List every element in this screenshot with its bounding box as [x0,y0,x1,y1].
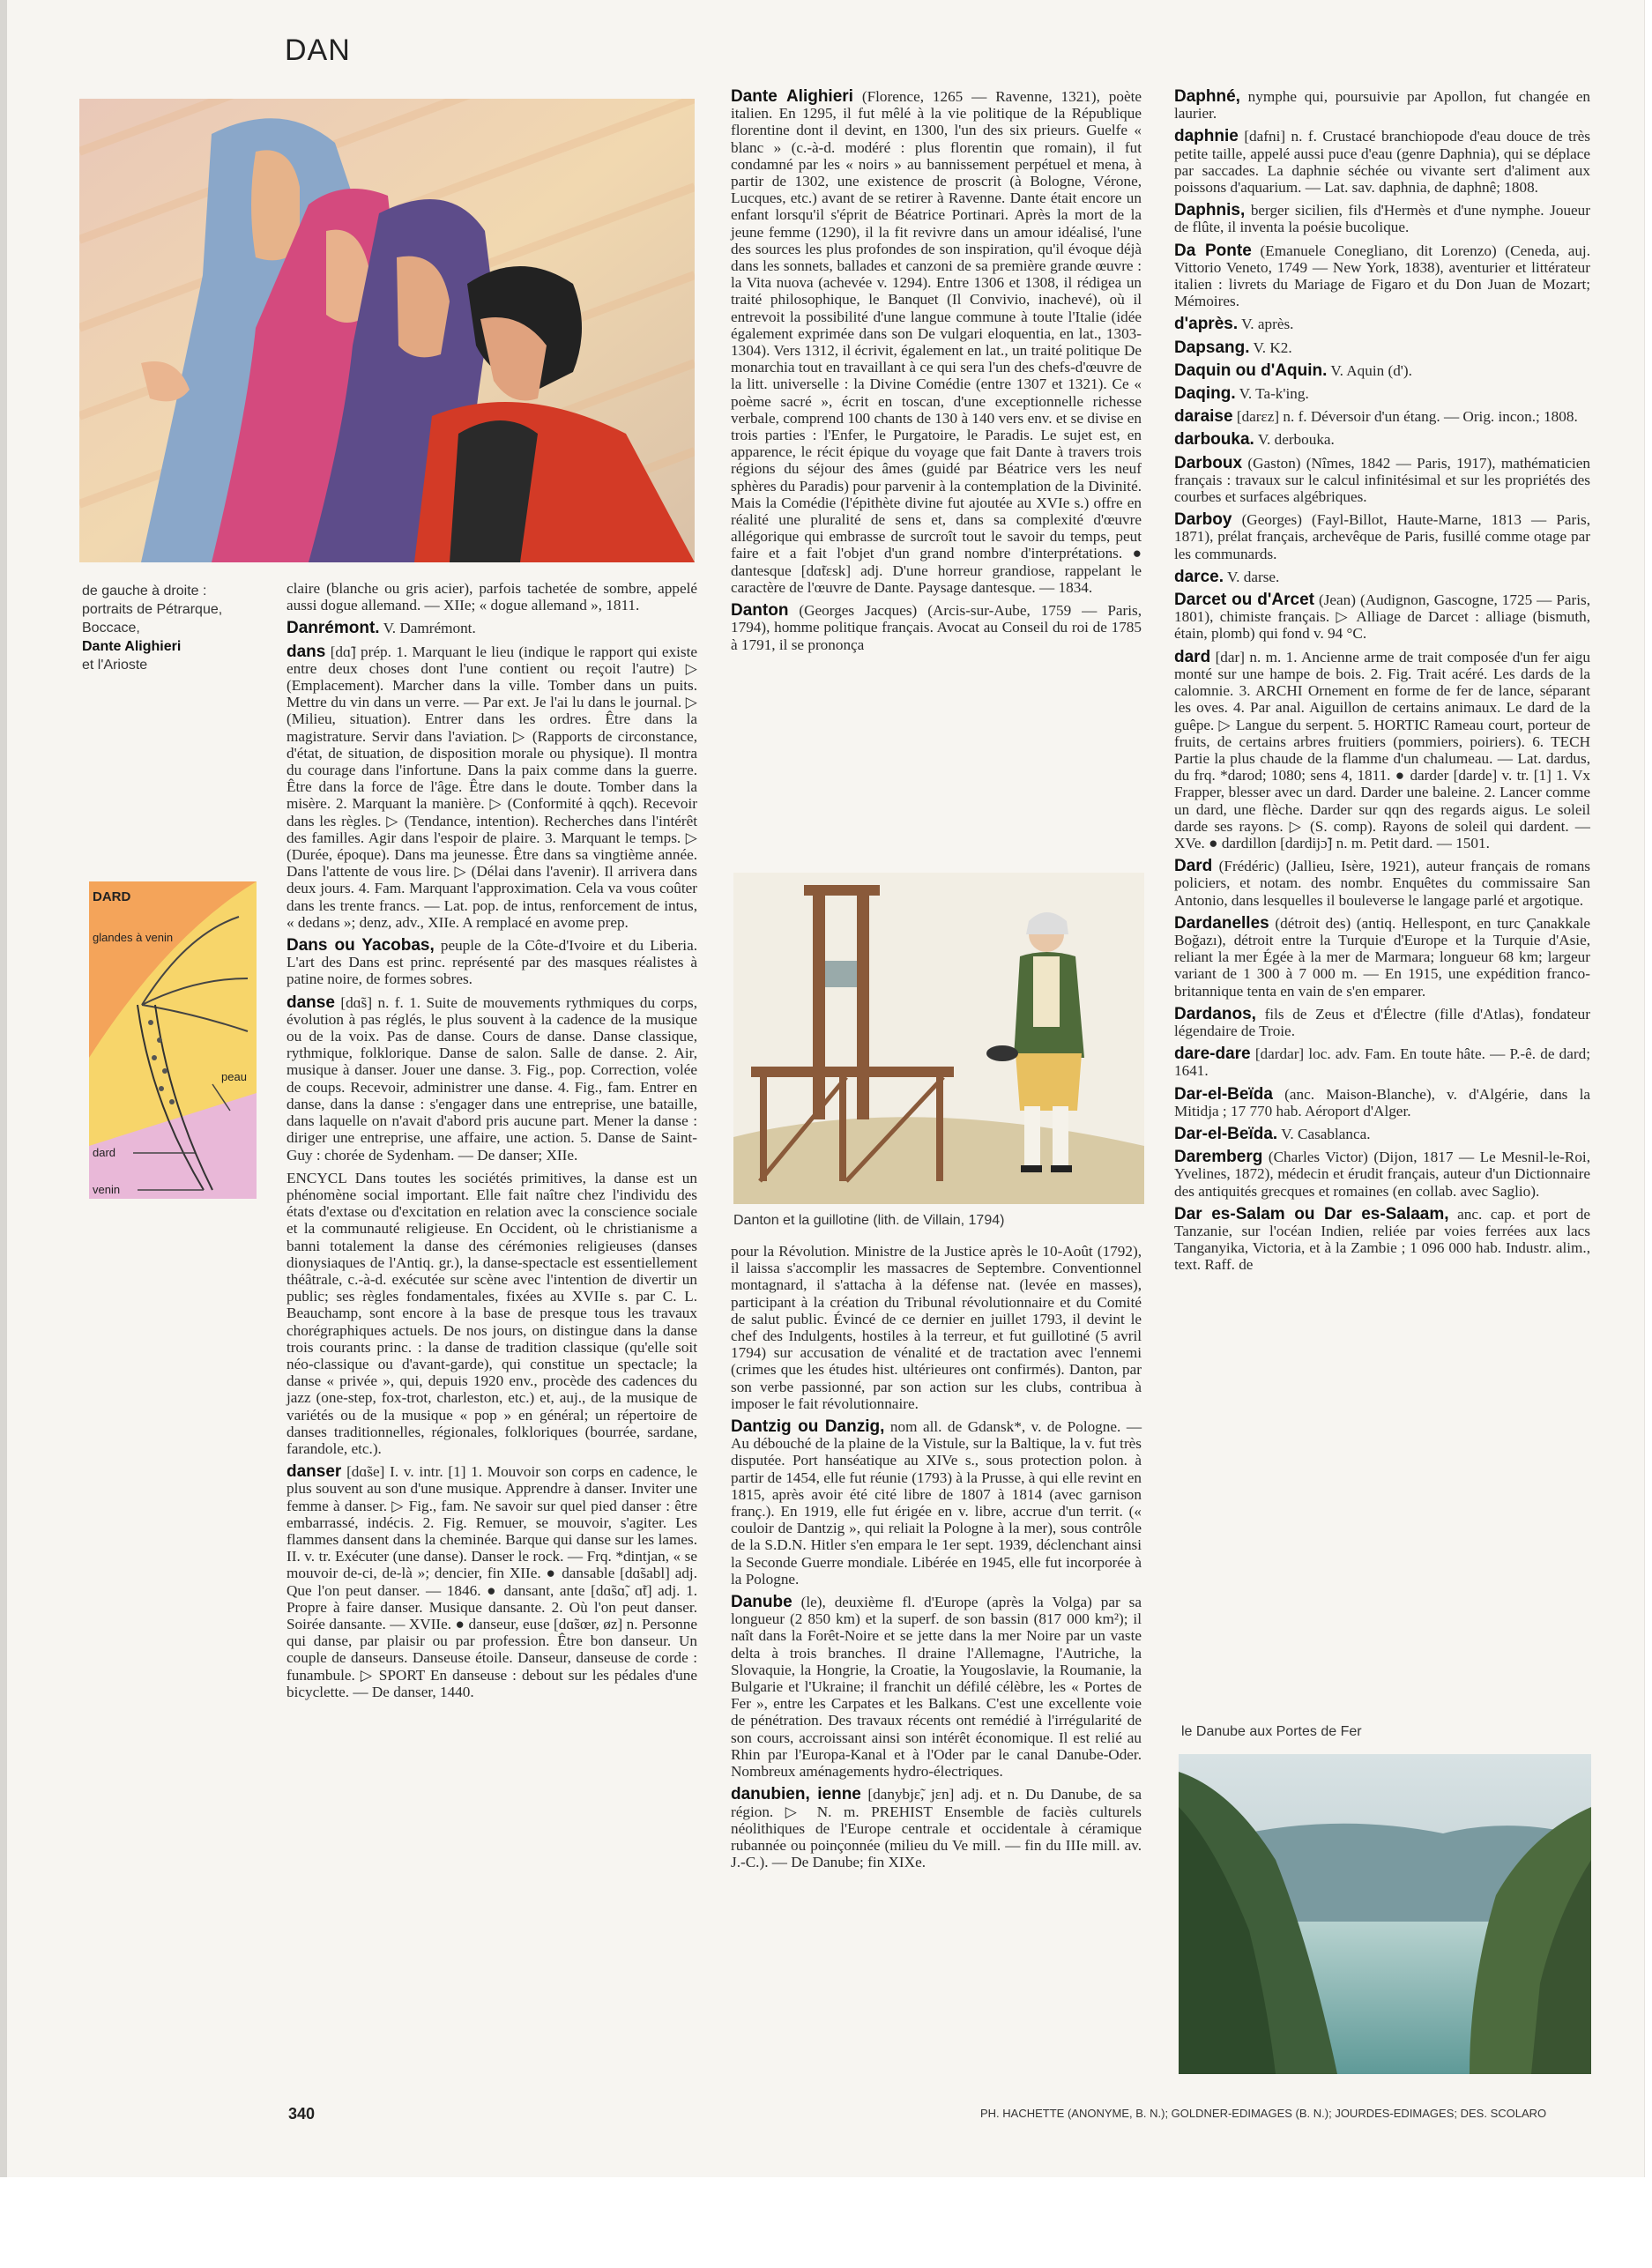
entry [1174,339,1590,356]
dante-caption [82,582,267,674]
entry-text: peuple de la Côte-d'Ivoire et du Liberia. L'art des Dans est princ. représenté par des masques réalistes à patine noire, de formes sobres. [286,937,698,988]
entry-text: V. K2. [1253,338,1292,356]
entry-text: (le), deuxième fl. d'Europe (après la Volga) par sa longueur (2 850 km) et la superf. de son bassin (817 000 km²); il naît dans la Forêt-Noire et se jette dans la mer Noire par un vaste delta à trois branches. Il draine l'Allemagne, l'Autriche, la Slovaquie, la Hongrie, la Croatie, la Yougoslavie, la Roumanie, la Bulgarie et l'Ukraine; il franchit un défilé célèbre, les « Portes de Fer », entre les Carpates et les Balkans. C'est une excellente voie de pénétration. Des travaux récents ont remédié à l'irrégularité de son cours, accroissant ainsi son intérêt économique. Il est relié au Rhin par l'Europa-Kanal et à l'Oder par le canal Danube-Oder. Nombreux aménagements hydro-électriques. [731,1594,1142,1781]
entry [1174,649,1590,851]
column-1 [286,88,697,1707]
entry-text: V. derbouka. [1257,431,1335,449]
entry-text: [dafni] n. f. Crustacé branchiopode d'eau douce de très petite taille, appelé aussi puce d'eau (genre Daphnia), qui se déplace par saccades. La daphnie séchée ou vivante sert d'aliment aux poissons d'aquarium. — Lat. sav. daphnia, de daphnê; 1808. [1174,128,1590,197]
entry-text: [dɑ̃s] n. f. 1. Suite de mouvements rythmiques du corps, évolution à pas réglés, le plus souvent à la cadence de la musique ou de la voix. Pas de danse. Cours de danse. Danse classique, rythmique, folklorique. Danse de salon. Salle de danse. 2. Air, musique à danser. Jouer une danse. 3. Fig., pop. Correction, volée de coups. Recevoir, administrer une danse. 4. Fig., fam. Entrer en danse, dans la danse : s'engager dans une entreprise, une bataille, dans laquelle on n'avait d'abord pris aucune part. Mener la danse : diriger une entreprise, une affaire, une action. 5. Danse de Saint-Guy : chorée de Sydenham. — De danser; XIIe. [286,993,697,1164]
caption-line: Dante Alighieri [82,639,182,654]
entry-text: V. après. [1241,316,1294,333]
entry-text: ENCYCL Dans toutes les sociétés primitives, la danse est un phénomène social important. Elle fait naître chez l'individu des états d'extase ou d'excitation en relation avec la conscience sociale et la communauté religieuse. En Occident, où le christianisme a banni totalement la danse des cérémonies religieuses (danses dionysiaques de l'Antiq. gr.), la danse-spectacle est essentiellement théâtrale, c.-à-d. exécutée sur scène avec l'intention de divertir un public; ses règles fondamentales, fixées au XVIIe s. par C. L. Beauchamp, sont encore à la base de presque tous les travaux chorégraphiques actuels. De nos jours, on distingue dans la danse trois courants princ. : la danse de tradition classique (qu'elle soit néo-classique ou d'avant-garde), qui constitue un spectacle; la danse « privée », qui, depuis 1920 env., procède des cadences du jazz (one-step, fox-trot, charleston, etc.) et, auj., de la musique de variétés ou de la musique « pop » en général; un répertoire de danses traditionnelles, régionales, folkloriques (bourrée, sardane, farandole, etc.). [286,1169,697,1457]
entry-text: claire (blanche ou gris acier), parfois tachetée de sombre, appelé aussi dogue allemand. — XIIe; « dogue allemand », 1811. [286,580,697,614]
entry [1174,1006,1590,1039]
entry [1174,1045,1590,1079]
entry [731,88,1142,596]
entry [1174,591,1590,643]
entry-text: nom all. de Gdansk*, v. de Pologne. — Au débouché de la plaine de la Vistule, sur la Baltique, la v. fut très disputée. Port hanséatique au XIVe s., sous protection polon. à partir de 1454, elle fut réunie (1793) à la Prusse, à qui elle revint en 1815, après avoir été cité libre de 1807 à 1814 (avec garnison franç.). En 1919, elle fut érigée en v. libre, accrue d'un territ. (« couloir de Dantzig », qui reliait la Pologne à la mer), sous contrôle de la S.D.N. Hitler s'en empara le 1er sept. 1939, déclenchant ainsi la Seconde Guerre mondiale. Libérée en 1945, elle fut incorporée à la Pologne. [731,1418,1142,1588]
entry-text: V. Casablanca. [1281,1125,1371,1142]
page-number: 340 [288,2105,316,2123]
entry-headword: Darcet ou d'Arcet [1174,591,1314,610]
entry-headword: Darboy [1174,510,1232,530]
entry-text: (Emanuele Conegliano, dit Lorenzo) (Ceneda, auj. Vittorio Veneto, 1749 — New York, 1838), aventurier et littérateur italien : livrets du Mariage de Figaro et du Don Juan de Mozart; Mémoires. [1174,242,1590,310]
entry [1174,362,1590,379]
entry [1174,1206,1590,1274]
entry-text: (Georges Jacques) (Arcis-sur-Aube, 1759 — Paris, 1794), homme politique français. Avocat au Conseil du roi de 1785 à 1791, il se prononça [731,602,1142,653]
entry-headword: Dantzig ou Danzig, [731,1417,885,1437]
entry-text: (anc. Maison-Blanche), v. d'Algérie, dans la Mitidja ; 17 770 hab. Aéroport d'Alger. [1174,1085,1590,1119]
entry-headword: Darboux [1174,453,1243,472]
dard-label-glands: glandes à venin [93,931,174,944]
caption-line: portraits de Pétrarque, [82,602,223,617]
entry-headword: darbouka. [1174,430,1254,450]
dard-diagram [89,881,257,1199]
entry-headword: dare-dare [1174,1045,1251,1064]
entry [1174,1126,1590,1142]
entry-headword: darce. [1174,567,1224,586]
running-head: DAN [285,33,351,67]
entry-headword: dard [1174,647,1211,666]
entry [286,937,697,988]
entry-text: [danybjɛ̃, jɛn] adj. et n. Du Danube, de sa région. ▷ N. m. PREHIST Ensemble de faciès culturels néolithiques de l'Europe centrale et occidentale à céramique rubannée ou poinçonnée (milieu du Ve mill. — fin du IIIe mill. av. J.-C.). — De Danube; fin XIXe. [731,1786,1142,1871]
entry-text: V. Aquin (d'). [1330,361,1412,379]
danube-photo [1179,1754,1591,2074]
dard-label-dard: dard [93,1146,116,1159]
column-2-top [731,88,1142,659]
entry [1174,915,1590,1000]
entry-headword: Dans ou Yacobas, [286,936,435,956]
caption-line: et l'Arioste [82,658,148,673]
entry [286,580,697,613]
entry-headword: Danton [731,601,789,621]
scan-margin [1645,0,1652,2268]
entry-headword: Dapsang. [1174,338,1250,357]
entry [731,1786,1142,1870]
entry [1174,128,1590,196]
entry-text: fils de Zeus et d'Électre (fille d'Atlas), fondateur légendaire de Troie. [1174,1005,1590,1039]
entry [1174,569,1590,585]
entry-text: anc. cap. et port de Tanzanie, sur l'océan Indien, reliée par voies ferrées aux lacs Tanganyika, Victoria, et à la Zambie ; 1 096 000 hab. Industr. alim., text. Raff. de [1174,1205,1591,1274]
entry-text: (Frédéric) (Jallieu, Isère, 1921), auteur français de romans policiers, et notam. des nombr. Enquêtes du commissaire San Antonio, dans lesquelles il bouleverse le langage parlé et argotique. [1174,858,1590,909]
entry [1174,858,1590,909]
entry-headword: Da Ponte [1174,241,1252,260]
entry-headword: Daremberg [1174,1148,1263,1167]
entry [286,1463,697,1700]
entry [286,643,697,931]
entry-text: (Georges) (Fayl-Billot, Haute-Marne, 1813 — Paris, 1871), prélat français, archevêque de Paris, fusillé comme otage par les communards. [1174,511,1591,562]
caption-line: de gauche à droite : [82,584,207,599]
danube-caption: le Danube aux Portes de Fer [1181,1724,1362,1739]
entry-text: (Charles Victor) (Dijon, 1817 — Le Mesnil-le-Roi, Yvelines, 1872), médecin et érudit français, auteur d'un Dictionnaire des antiquités grecques et romaines (en collab. avec Saglio). [1174,1149,1590,1200]
entry-headword: Daphné, [1174,87,1240,106]
column-2-bottom [731,1243,1142,1877]
entry-headword: danubien, ienne [731,1785,861,1804]
dard-title: DARD [93,889,131,904]
entry-headword: Danube [731,1593,793,1612]
entry-text: berger sicilien, fils d'Hermès et d'une nymphe. Joueur de flûte, il inventa la poésie bucolique. [1174,202,1590,236]
page-edge-shadow [0,0,7,2177]
danton-guillotine-illustration [733,873,1144,1204]
entry [731,1243,1142,1412]
column-3 [1174,88,1590,1280]
photo-credits: PH. HACHETTE (ANONYME, B. N.); GOLDNER-EDIMAGES (B. N.); JOURDES-EDIMAGES; DES. SCOLARO [980,2107,1547,2120]
entry-text: (Jean) (Audignon, Gascogne, 1725 — Paris, 1801), chimiste français. ▷ Alliage de Darcet : alliage (bismuth, étain, plomb) qui fond v. 94 °C. [1174,591,1590,643]
entry-text: [dar] n. m. 1. Ancienne arme de trait composée d'un fer aigu monté sur une hampe de bois. 2. Fig. Trait acéré. Les dards de la calomnie. 3. ARCHI Ornement en forme de fer de lance, séparant les oves. 4. Par anal. Aiguillon de certains animaux. Le dard de la guêpe. ▷ Langue du serpent. 5. HORTIC Rameau court, porteur de fruits, de certains arbres fruitiers (pommiers, poiriers). 6. TECH Partie la plus chaude de la flamme d'un chalumeau. — Lat. dardus, du frq. *darod; 1080; sens 4, 1811. ● darder [darde] v. tr. [1] 1. Vx Frapper, blesser avec un dard. Darder une baleine. 2. Lancer comme un dard, une flèche. Darder sur qqn des regards aigus. Le soleil darde ses rayons. ▷ (S. comp). Rayons de soleil qui dardent. — XVe. ● dardillon [dardijɔ̃] n. m. Petit dard. — 1501. [1174,648,1590,851]
entry-text: V. darse. [1226,568,1280,585]
caption-line: Boccace, [82,621,140,636]
entry [286,994,697,1164]
entry-text: (détroit des) (antiq. Hellespont, en turc Çanakkale Boğazı), détroit entre la Turquie d'Europe et la Turquie d'Asie, reliant la mer Égée à la mer de Marmara; longueur 68 km; largeur variant de 1 300 à 7 000 m. — En 1915, une expédition franco-britannique tenta en vain de s'en emparer. [1174,914,1591,1000]
entry [1174,408,1590,425]
entry-headword: Dardanelles [1174,913,1269,933]
entry [1174,455,1590,506]
entry [1174,385,1590,402]
entry-headword: Daquin ou d'Aquin. [1174,361,1328,380]
entry [286,1170,697,1457]
entry-headword: Dard [1174,857,1213,876]
entry-headword: Danrémont. [286,619,380,638]
entry-headword: Dar-el-Beïda [1174,1084,1273,1104]
entry-headword: Dante Alighieri [731,87,853,106]
entry [1174,1149,1590,1200]
entry-text: [darɛz] n. f. Déversoir d'un étang. — Orig. incon.; 1808. [1236,408,1578,426]
entry-text: [dɑ̃se] I. v. intr. [1] 1. Mouvoir son corps en cadence, le plus souvent au son d'une musique. Apprendre à danser. Inviter une femme à danser. ▷ Fig., fam. Ne savoir sur quel pied danser : être embarrassé, indécis. 2. Fig. Remuer, se mouvoir, s'agiter. Les flammes dansent dans la cheminée. Barque qui danse sur les lames. II. v. tr. Exécuter (une danse). Danser le rock. — Frq. *dintjan, « se mouvoir de-ci, de-là »; dencier, fin XIIe. ● dansable [dɑ̃sabl] adj. Que l'on peut danser. — 1846. ● dansant, ante [dɑ̃sɑ̃, ɑ̃t] adj. 1. Propre à faire danser. Musique dansante. 2. Où l'on peut danser. Soirée dansante. — XVIIe. ● danseur, euse [dɑ̃sœr, øz] n. Personne qui danse, par plaisir ou par profession. Être bon danseur. Un couple de danseurs. Danseuse étoile. Danseur, danseuse de corde : funambule. ▷ SPORT En danseuse : debout sur les pédales d'une bicyclette. — De danser, 1440. [286,1463,698,1700]
entry-headword: daphnie [1174,127,1239,146]
entry-headword: daraise [1174,407,1233,427]
dard-label-skin: peau [221,1070,247,1083]
entry [286,620,697,636]
entry [1174,88,1590,122]
entry-headword: Dar es-Salam ou Dar es-Salaam, [1174,1204,1449,1223]
entry-headword: Daphnis, [1174,201,1246,220]
entry-headword: danser [286,1462,342,1482]
entry [1174,1086,1590,1119]
entry [1174,431,1590,448]
entry-text: V. Ta-k'ing. [1239,385,1309,403]
entry-headword: Dar-el-Beïda. [1174,1124,1278,1143]
dard-label-venom: venin [93,1183,121,1196]
entry [731,602,1142,653]
entry-headword: Daqing. [1174,384,1236,404]
entry-text: (Gaston) (Nîmes, 1842 — Paris, 1917), mathématicien français : travaux sur le calcul infinitésimal et sur les propriétés des courbes et surfaces algébriques. [1174,454,1590,506]
entry-text: pour la Révolution. Ministre de la Justice après le 10-Août (1792), il laissa s'accomplir les massacres de Septembre. Conventionnel montagnard, il s'attacha à la défense nat. (levée en masses), participant à la création du Tribunal révolutionnaire et du Comité de salut public. Évincé de ce dernier en juillet 1793, il devint le chef des Indulgents, hostiles à la terreur, et fut guillotiné (5 avril 1794) sur accusation de vénalité et de tractation avec l'ennemi (crimes que les études hist. ultérieures ont confirmés). Danton, par son verbe passionné, par son action sur les clubs, contribua à imposer le fait révolutionnaire. [731,1243,1142,1412]
entry [1174,242,1590,310]
entry [731,1418,1142,1588]
entry-text: [dardar] loc. adv. Fam. En toute hâte. — P.-ê. de dard; 1641. [1174,1045,1590,1080]
entry-headword: danse [286,993,335,1012]
entry [1174,511,1590,562]
entry-text: (Florence, 1265 — Ravenne, 1321), poète italien. En 1295, il fut mêlé à la vie politique de la République florentine dont il devint, en 1300, l'un des six prieurs. Guelfe « blanc » (c.-à-d. modéré : plus florentin que romain), il fut condamné par les « noirs » au bannissement perpétuel et mena, à partir de 1302, une existence de proscrit (à Bologne, Vérone, Lucques, etc.) avant de se retirer à Ravenne. Dante était encore un enfant lorsqu'il s'éprit de Béatrice Portinari. Après la mort de la jeune femme (1290), il la fit revivre dans un amour idéalisé, l'une des sources les plus profondes de son inspiration, qu'il évoque déjà dans les sonnets, ballades et canzoni de sa première grande œuvre : la Vita nuova (achevée v. 1294). Entre 1306 et 1308, il rédigea un traité philosophique, le Banquet (Il Convivio, inachevé), où il entrevoit la possibilité d'une langue commune à toute l'Italie (idée également exprimée dans son De vulgari eloquentia, en lat., 1303-1304). Vers 1312, il écrivit, également en lat., un traité politique De monarchia tout en travaillant à ce qui sera l'un des chefs-d'œuvre de la litt. universelle : la Divine Comédie (entre 1307 et 1321). Ce « poème sacré », écrit en toscan, d'une exceptionnelle richesse verbale, comprend 100 chants de 130 à 140 vers env. et se divise en trois parties : l'Enfer, le Purgatoire, le Paradis. Le sujet est, en apparence, le récit épique du voyage que fait Dante à travers trois régions du séjour des âmes (guidé par Béatrice vers les neuf sphères du Paradis) pour parvenir à la contemplation de la Divinité. Mais la Comédie (l'épithète divine fut ajoutée au XVIe s.) offre en réalité une pluralité de sens et, dans sa complexité d'œuvre allégorique qui embrasse de surcroît tout le savoir du temps, peut faire et a fait l'objet d'un grand nombre d'interprétations. ● dantesque [dɑ̃tɛsk] adj. D'une horreur grandiose, rappelant le caractère de l'œuvre de Dante. Paysage dantesque. — 1834. [731,88,1142,596]
entry-headword: Dardanos, [1174,1004,1256,1023]
entry-text: nymphe qui, poursuivie par Apollon, fut changée en laurier. [1174,88,1590,123]
entry-headword: dans [286,642,326,661]
entry-text: V. Damrémont. [383,620,476,637]
entry-text: [dɑ̃] prép. 1. Marquant le lieu (indique le rapport qui existe entre deux choses dont l'une contient ou reçoit l'autre) ▷ (Emplacement). Marcher dans la ville. Tomber dans un puits. Mettre du vin dans un verre. — Par ext. Je l'ai lu dans le journal. ▷ (Milieu, situation). Entrer dans les ordres. Être dans la magistrature. Servir dans l'aviation. ▷ (Rapports de circonstance, d'état, de situation, de disposition morale ou physique). Il montra du courage dans l'infortune. Dans la paix comme dans la guerre. Être dans la force de l'âge. Être dans le doute. Tomber dans la misère. 2. Marquant la manière. ▷ (Conformité à qqch). Recevoir dans les règles. ▷ (Tendance, intention). Recherches dans l'intérêt des familles. Agir dans l'espoir de plaire. 3. Marquant le temps. ▷ (Durée, époque). Dans ma jeunesse. Être dans sa vingtième année. Dans l'attente de vous lire. ▷ (Délai dans l'avenir). Il arrivera dans deux jours. 4. Fam. Marquant l'approximation. Cela va vous coûter dans les trente francs. — Lat. pop. de intus, renforcement de intus, « dedans »; denz, adv., XIIe. A remplacé en avome prep. [286,643,698,931]
danton-caption: Danton et la guillotine (lith. de Villain, 1794) [733,1213,1005,1228]
entry [1174,316,1590,332]
entry-headword: d'après. [1174,315,1239,334]
entry [731,1594,1142,1780]
entry [1174,202,1590,235]
